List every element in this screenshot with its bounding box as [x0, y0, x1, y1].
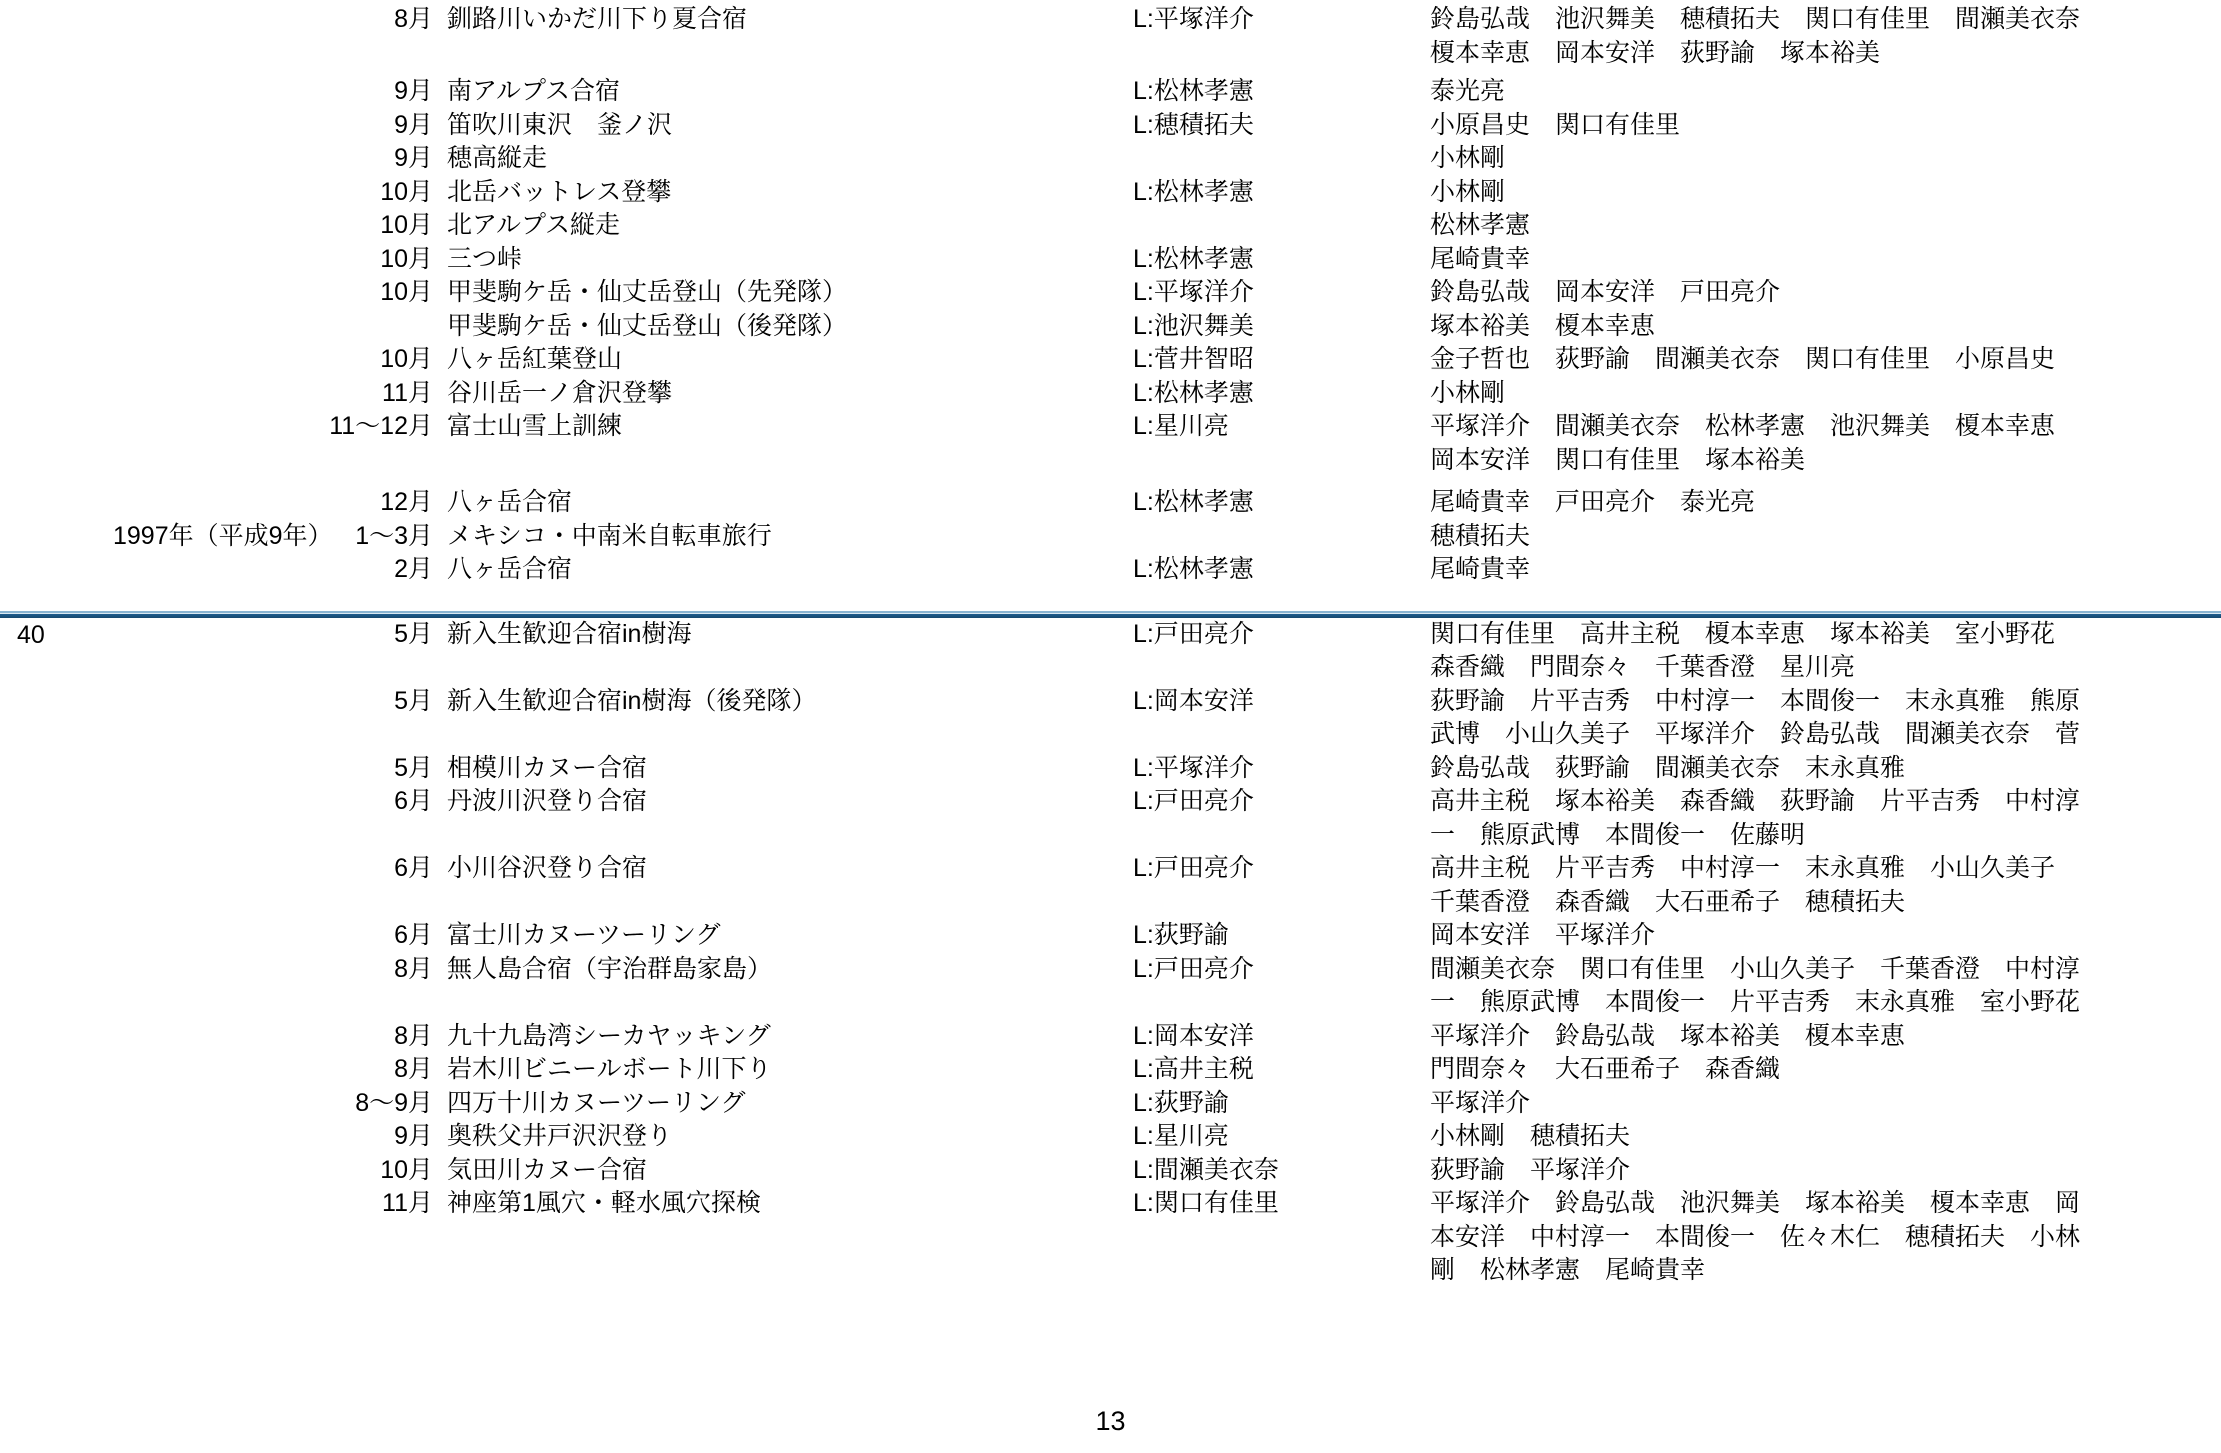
- month-cell: 10月: [380, 177, 433, 206]
- leader-cell: L:岡本安洋: [1133, 1021, 1254, 1050]
- participants-line: 小林剛: [1430, 378, 1506, 407]
- participants-line: 小原昌史 関口有佳里: [1430, 110, 1681, 139]
- month-cell: 11月: [382, 1189, 433, 1217]
- activity-cell: メキシコ・中南米自転車旅行: [447, 521, 772, 550]
- participants-line: 尾崎貴幸 戸田亮介 泰光亮: [1430, 488, 1756, 516]
- page-number: 13: [1095, 1406, 1126, 1436]
- leader-cell: L:松林孝憲: [1133, 378, 1254, 407]
- leader-cell: [1133, 142, 1430, 176]
- month-cell: 10月: [380, 244, 433, 273]
- month-cell: 8月: [394, 1055, 433, 1083]
- table-row: [0, 1154, 2221, 1188]
- participants-line: 本安洋 中村淳一 本間俊一 佐々木仁 穂積拓夫 小林: [1430, 1222, 2081, 1251]
- participants-cell: [1430, 1154, 2221, 1188]
- month-cell: 9月: [394, 144, 433, 172]
- activity-cell: 谷川岳一ノ倉沢登攀: [447, 378, 673, 407]
- leader-cell: L:池沢舞美: [1133, 311, 1254, 340]
- table-row: [0, 410, 2221, 477]
- table-row: [0, 1053, 2221, 1087]
- leader-cell: L:星川亮: [1133, 412, 1229, 440]
- month-cell: 9月: [394, 77, 433, 105]
- margin-note: 40: [17, 621, 45, 649]
- participants-cell: [1430, 243, 2221, 277]
- participants-cell: [1430, 520, 2221, 554]
- activity-cell: 北アルプス縦走: [447, 211, 621, 239]
- participants-line: 森香織 門間奈々 千葉香澄 星川亮: [1430, 653, 1856, 681]
- table-row: [0, 209, 2221, 243]
- participants-line: 武博 小山久美子 平塚洋介 鈴島弘哉 間瀬美衣奈 菅: [1430, 720, 2081, 748]
- activity-cell: 新入生歓迎合宿in樹海（後発隊）: [447, 686, 817, 715]
- participants-line: 穂積拓夫: [1430, 521, 1531, 550]
- participants-line: 剛 松林孝憲 尾崎貴幸: [1430, 1256, 1706, 1284]
- participants-line: 千葉香澄 森香織 大石亜希子 穂積拓夫: [1430, 887, 1906, 916]
- participants-cell: [1430, 377, 2221, 411]
- leader-cell: L:松林孝憲: [1133, 177, 1254, 206]
- year-cell: [0, 919, 315, 953]
- participants-line: 一 熊原武博 本間俊一 佐藤明: [1430, 820, 1806, 849]
- leader-cell: L:間瀬美衣奈: [1133, 1155, 1279, 1184]
- year-cell: [0, 343, 315, 377]
- participants-cell: [1430, 310, 2221, 344]
- table-row: [0, 1087, 2221, 1121]
- activity-cell: 無人島合宿（宇治群島家島）: [447, 954, 773, 983]
- section-divider: [0, 611, 2221, 618]
- participants-line: 鈴島弘哉 荻野諭 間瀬美衣奈 末永真雅: [1430, 753, 1906, 782]
- participants-line: 岡本安洋 平塚洋介: [1430, 921, 1656, 949]
- participants-line: 泰光亮: [1430, 77, 1506, 105]
- month-cell: 10月: [380, 1155, 433, 1184]
- participants-cell: [1430, 953, 2221, 1020]
- month-cell: 8月: [394, 5, 433, 33]
- participants-cell: [1430, 410, 2221, 477]
- participants-cell: [1430, 109, 2221, 143]
- leader-cell: [1133, 520, 1430, 554]
- table-row: [0, 685, 2221, 752]
- participants-cell: [1430, 752, 2221, 786]
- year-cell: [0, 176, 315, 210]
- activity-cell: 九十九島湾シーカヤッキング: [447, 1021, 771, 1050]
- participants-cell: [1430, 486, 2221, 520]
- month-cell: 6月: [394, 921, 433, 949]
- participants-line: 鈴島弘哉 岡本安洋 戸田亮介: [1430, 278, 1781, 306]
- participants-cell: [1430, 1020, 2221, 1054]
- year-cell: [0, 852, 315, 919]
- participants-cell: [1430, 343, 2221, 377]
- activity-cell: 南アルプス合宿: [447, 77, 621, 105]
- leader-cell: L:関口有佳里: [1133, 1189, 1279, 1217]
- activity-cell: 富士川カヌーツーリング: [447, 921, 721, 949]
- activity-cell: 小川谷沢登り合宿: [447, 854, 648, 882]
- year-cell: [0, 276, 315, 310]
- document-body: [0, 3, 2221, 1288]
- table-row: [0, 752, 2221, 786]
- leader-cell: L:戸田亮介: [1133, 954, 1254, 983]
- year-cell: [0, 209, 315, 243]
- table-row: [0, 343, 2221, 377]
- activity-cell: 岩木川ビニールボート川下り: [447, 1055, 772, 1083]
- activity-cell: 四万十川カヌーツーリング: [447, 1088, 746, 1117]
- leader-cell: L:松林孝憲: [1133, 244, 1254, 273]
- table-row: [0, 785, 2221, 852]
- month-cell: [315, 310, 433, 344]
- participants-line: 荻野諭 片平吉秀 中村淳一 本間俊一 末永真雅 熊原: [1430, 686, 2081, 715]
- activity-cell: 甲斐駒ケ岳・仙丈岳登山（後発隊）: [447, 311, 848, 340]
- year-cell: [0, 1053, 315, 1087]
- table-section: [0, 3, 2221, 587]
- month-cell: 10月: [380, 345, 433, 373]
- table-row: [0, 1020, 2221, 1054]
- participants-line: 平塚洋介 間瀬美衣奈 松林孝憲 池沢舞美 榎本幸恵: [1430, 412, 2056, 440]
- activity-cell: 気田川カヌー合宿: [447, 1155, 648, 1184]
- leader-cell: L:菅井智昭: [1133, 345, 1254, 373]
- month-cell: 12月: [380, 488, 433, 516]
- participants-line: 松林孝憲: [1430, 211, 1531, 239]
- month-cell: 5月: [394, 753, 433, 782]
- participants-line: 平塚洋介 鈴島弘哉 池沢舞美 塚本裕美 榎本幸恵 岡: [1430, 1189, 2081, 1217]
- activity-cell: 八ヶ岳紅葉登山: [447, 345, 623, 373]
- participants-line: 高井主税 片平吉秀 中村淳一 末永真雅 小山久美子: [1430, 854, 2056, 882]
- leader-cell: L:荻野諭: [1133, 921, 1229, 949]
- leader-cell: L:穂積拓夫: [1133, 110, 1254, 139]
- leader-cell: L:松林孝憲: [1133, 77, 1254, 105]
- year-cell: [0, 1120, 315, 1154]
- leader-cell: L:戸田亮介: [1133, 619, 1254, 648]
- table-row: [0, 243, 2221, 277]
- participants-cell: [1430, 685, 2221, 752]
- participants-cell: [1430, 1120, 2221, 1154]
- leader-cell: L:平塚洋介: [1133, 278, 1254, 306]
- participants-cell: [1430, 1053, 2221, 1087]
- month-cell: 11月: [382, 378, 433, 407]
- year-cell: [0, 3, 315, 70]
- table-row: [0, 618, 2221, 685]
- year-cell: [0, 142, 315, 176]
- participants-line: 塚本裕美 榎本幸恵: [1430, 311, 1656, 340]
- activity-cell: 富士山雪上訓練: [447, 412, 623, 440]
- table-row: [0, 176, 2221, 210]
- participants-line: 鈴島弘哉 池沢舞美 穂積拓夫 関口有佳里 間瀬美衣奈: [1430, 5, 2081, 33]
- month-cell: 5月: [394, 686, 433, 715]
- year-cell: [0, 310, 315, 344]
- year-cell: [0, 1087, 315, 1121]
- month-cell: 9月: [394, 110, 433, 139]
- leader-cell: L:平塚洋介: [1133, 753, 1254, 782]
- participants-cell: [1430, 553, 2221, 587]
- leader-cell: L:松林孝憲: [1133, 488, 1254, 516]
- leader-cell: L:戸田亮介: [1133, 854, 1254, 882]
- participants-line: 高井主税 塚本裕美 森香織 荻野諭 片平吉秀 中村淳: [1430, 787, 2081, 815]
- year-cell: [0, 109, 315, 143]
- activity-cell: 新入生歓迎合宿in樹海: [447, 619, 692, 648]
- table-row: [0, 377, 2221, 411]
- leader-cell: L:岡本安洋: [1133, 686, 1254, 715]
- month-cell: 8月: [394, 954, 433, 983]
- activity-cell: 八ヶ岳合宿: [447, 488, 573, 516]
- participants-cell: [1430, 852, 2221, 919]
- year-cell: [0, 1020, 315, 1054]
- year-cell: 1997年（平成9年）: [113, 521, 333, 550]
- month-cell: 10月: [380, 211, 433, 239]
- table-row: [0, 852, 2221, 919]
- month-cell: 11～12月: [329, 412, 433, 440]
- year-cell: [0, 410, 315, 477]
- leader-cell: L:星川亮: [1133, 1122, 1229, 1150]
- activity-cell: 神座第1風穴・軽水風穴探検: [447, 1189, 761, 1217]
- year-cell: [0, 486, 315, 520]
- participants-cell: [1430, 176, 2221, 210]
- month-cell: 10月: [380, 278, 433, 306]
- participants-cell: [1430, 142, 2221, 176]
- participants-line: 榎本幸恵 岡本安洋 荻野諭 塚本裕美: [1430, 38, 1881, 67]
- participants-line: 間瀬美衣奈 関口有佳里 小山久美子 千葉香澄 中村淳: [1430, 954, 2081, 983]
- participants-line: 関口有佳里 高井主税 榎本幸恵 塚本裕美 室小野花: [1430, 619, 2056, 648]
- participants-line: 小林剛 穂積拓夫: [1430, 1122, 1631, 1150]
- leader-cell: L:松林孝憲: [1133, 555, 1254, 583]
- table-row: [0, 1187, 2221, 1288]
- year-cell: [0, 618, 315, 685]
- year-cell: [0, 685, 315, 752]
- year-cell: [0, 75, 315, 109]
- month-cell: 9月: [394, 1122, 433, 1150]
- participants-cell: [1430, 1087, 2221, 1121]
- leader-cell: L:荻野諭: [1133, 1088, 1229, 1117]
- table-row: [0, 276, 2221, 310]
- activity-cell: 丹波川沢登り合宿: [447, 787, 648, 815]
- table-row: [0, 919, 2221, 953]
- table-section: [0, 618, 2221, 1288]
- activity-cell: 相模川カヌー合宿: [447, 753, 648, 782]
- table-row: [0, 109, 2221, 143]
- participants-line: 小林剛: [1430, 144, 1506, 172]
- activity-cell: 笛吹川東沢 釜ノ沢: [447, 110, 673, 139]
- table-row: [0, 520, 2221, 554]
- participants-cell: [1430, 919, 2221, 953]
- year-cell: [0, 553, 315, 587]
- year-cell: [0, 377, 315, 411]
- participants-line: 荻野諭 平塚洋介: [1430, 1155, 1631, 1184]
- activity-cell: 釧路川いかだ川下り夏合宿: [447, 5, 748, 33]
- month-cell: 1～3月: [355, 521, 433, 550]
- year-cell: [0, 1187, 315, 1288]
- participants-cell: [1430, 75, 2221, 109]
- participants-cell: [1430, 618, 2221, 685]
- participants-line: 門間奈々 大石亜希子 森香織: [1430, 1055, 1781, 1083]
- month-cell: 8～9月: [355, 1088, 433, 1117]
- year-cell: [0, 785, 315, 852]
- leader-cell: L:高井主税: [1133, 1055, 1254, 1083]
- table-row: [0, 310, 2221, 344]
- leader-cell: L:平塚洋介: [1133, 5, 1254, 33]
- participants-line: 尾崎貴幸: [1430, 555, 1531, 583]
- participants-line: 平塚洋介 鈴島弘哉 塚本裕美 榎本幸恵: [1430, 1021, 1906, 1050]
- year-cell: [0, 1154, 315, 1188]
- month-cell: 6月: [394, 854, 433, 882]
- activity-cell: 奥秩父井戸沢沢登り: [447, 1122, 673, 1150]
- month-cell: 5月: [394, 619, 433, 648]
- activity-cell: 三つ峠: [447, 244, 523, 273]
- participants-cell: [1430, 3, 2221, 70]
- activity-cell: 北岳バットレス登攀: [447, 177, 672, 206]
- month-cell: 6月: [394, 787, 433, 815]
- month-cell: 8月: [394, 1021, 433, 1050]
- participants-cell: [1430, 1187, 2221, 1288]
- year-cell: [0, 953, 315, 1020]
- activity-cell: 甲斐駒ケ岳・仙丈岳登山（先発隊）: [447, 278, 848, 306]
- participants-line: 小林剛: [1430, 177, 1506, 206]
- participants-cell: [1430, 276, 2221, 310]
- activity-cell: 八ヶ岳合宿: [447, 555, 573, 583]
- table-row: [0, 142, 2221, 176]
- leader-cell: L:戸田亮介: [1133, 787, 1254, 815]
- month-cell: 2月: [394, 555, 433, 583]
- table-row: [0, 553, 2221, 587]
- participants-line: 一 熊原武博 本間俊一 片平吉秀 末永真雅 室小野花: [1430, 988, 2081, 1016]
- participants-line: 平塚洋介: [1430, 1088, 1531, 1117]
- activity-cell: 穂高縦走: [447, 144, 548, 172]
- table-row: [0, 953, 2221, 1020]
- table-row: [0, 3, 2221, 70]
- participants-line: 岡本安洋 関口有佳里 塚本裕美: [1430, 445, 1806, 474]
- year-cell: [0, 243, 315, 277]
- table-row: [0, 1120, 2221, 1154]
- leader-cell: [1133, 209, 1430, 243]
- year-cell: [0, 752, 315, 786]
- table-row: [0, 486, 2221, 520]
- participants-line: 金子哲也 荻野諭 間瀬美衣奈 関口有佳里 小原昌史: [1430, 345, 2056, 373]
- table-row: [0, 75, 2221, 109]
- participants-cell: [1430, 209, 2221, 243]
- participants-line: 尾崎貴幸: [1430, 244, 1531, 273]
- participants-cell: [1430, 785, 2221, 852]
